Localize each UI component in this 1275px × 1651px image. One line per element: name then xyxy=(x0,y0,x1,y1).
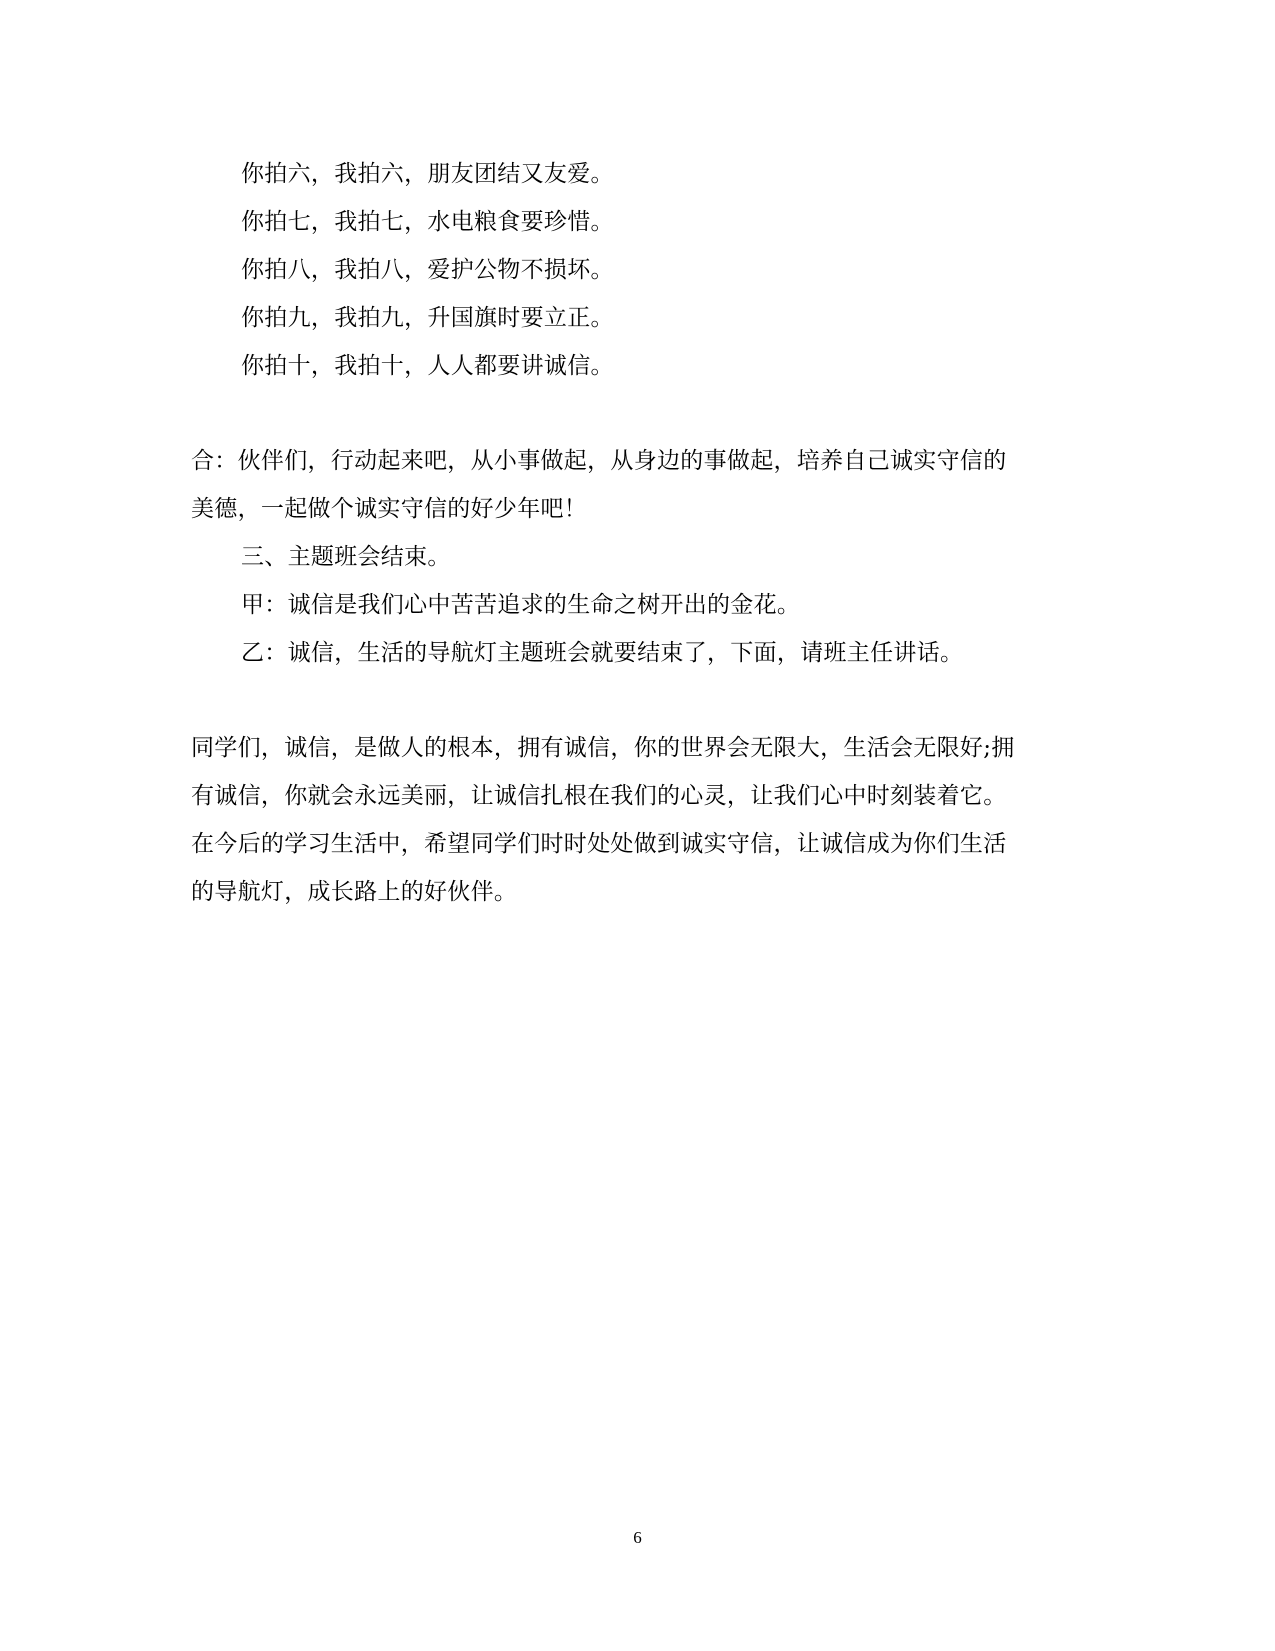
teacher-speech-line: 同学们，诚信，是做人的根本，拥有诚信，你的世界会无限大，生活会无限好;拥 xyxy=(191,735,1015,761)
together-paragraph-line: 美德，一起做个诚实守信的好少年吧！ xyxy=(191,496,588,522)
page-number: 6 xyxy=(633,1528,642,1547)
speaker-b-line: 乙：诚信，生活的导航灯主题班会就要结束了，下面，请班主任讲话。 xyxy=(241,640,964,666)
together-paragraph-line: 合：伙伴们，行动起来吧，从小事做起，从身边的事做起，培养自己诚实守信的 xyxy=(191,448,1007,474)
rhyme-line: 你拍六，我拍六，朋友团结又友爱。 xyxy=(241,161,614,187)
rhyme-line: 你拍九，我拍九，升国旗时要立正。 xyxy=(241,305,614,331)
teacher-speech-line: 有诚信，你就会永远美丽，让诚信扎根在我们的心灵，让我们心中时刻装着它。 xyxy=(191,783,1007,809)
rhyme-line: 你拍八，我拍八，爱护公物不损坏。 xyxy=(241,257,614,283)
section-heading: 三、主题班会结束。 xyxy=(241,544,451,570)
rhyme-line: 你拍十，我拍十，人人都要讲诚信。 xyxy=(241,353,614,379)
speaker-a-line: 甲：诚信是我们心中苦苦追求的生命之树开出的金花。 xyxy=(241,592,801,618)
teacher-speech-line: 的导航灯，成长路上的好伙伴。 xyxy=(191,879,518,905)
teacher-speech-line: 在今后的学习生活中，希望同学们时时处处做到诚实守信，让诚信成为你们生活 xyxy=(191,831,1007,857)
rhyme-line: 你拍七，我拍七，水电粮食要珍惜。 xyxy=(241,209,614,235)
